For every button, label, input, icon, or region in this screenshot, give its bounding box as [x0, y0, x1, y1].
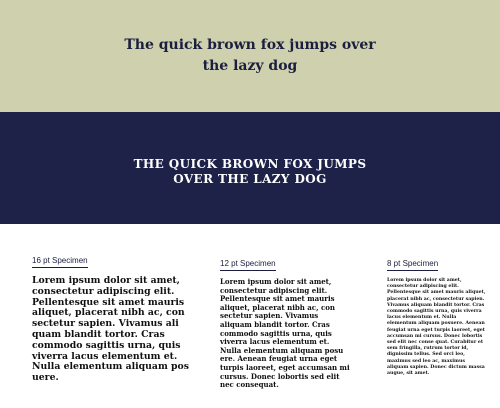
caps-heading-line-1: THE QUICK BROWN FOX JUMPS [133, 157, 367, 171]
specimen-12pt-title: 12 pt Specimen [220, 259, 276, 271]
light-banner [0, 0, 500, 112]
banner-heading-line-2: the lazy dog [202, 58, 298, 74]
banner-heading-line-1: The quick brown fox jumps over [124, 37, 376, 53]
specimen-16pt [32, 248, 202, 384]
specimen-16pt-title: 16 pt Specimen [32, 256, 88, 268]
specimen-8pt-text: Lorem ipsum dolor sit amet, consectetur adipiscing elit. Pellentesque sit amet mauris aliquet, placerat nibh ac, consectetur sapien. Vivamus aliquam blandit tortor. Cras commodo sagittis urna, quis viverra lacus elementum et. Nulla elementum aliquam posuere. Aenean feugiat urna eget turpis laoreet, eget accumsan mi cursus. Donec lobortis sed elit nec conse quat. Curabitur et sem fringilla, rutrum tortor id, dignissim tellus. Sed orci leo, maximus sed leo ac, maximus aliquam sapien. Donec dictum massa augue, sit amet. [387, 278, 486, 377]
specimen-8pt [387, 251, 487, 377]
caps-heading-line-2: OVER THE LAZY DOG [173, 172, 327, 186]
specimen-12pt [220, 251, 350, 390]
dark-banner [0, 112, 500, 224]
specimen-12pt-text: Lorem ipsum dolor sit amet, consectetur adipiscing elit. Pellentesque sit amet mauris aliquet, placerat nibh ac, con sectetur sapien. Vivamus aliquam blandit tortor. Cras commodo sagittis urna, quis viverra lacus elementum et. Nulla elementum aliquam posu ere. Aenean feugiat urna eget turpis laoreet, eget accumsan mi cursus. Donec lobortis sed elit nec consequat. [220, 277, 350, 390]
specimen-16pt-text: Lorem ipsum dolor sit amet, consectetur adipiscing elit. Pellentesque sit amet mauris aliquet, placerat nibh ac, con sectetur sapien. Vivamus ali quam blandit tortor. Cras commodo sagittis urna, quis viverra lacus elementum et. Nulla elementum aliquam pos uere. [32, 275, 189, 384]
specimen-8pt-title: 8 pt Specimen [387, 259, 438, 271]
